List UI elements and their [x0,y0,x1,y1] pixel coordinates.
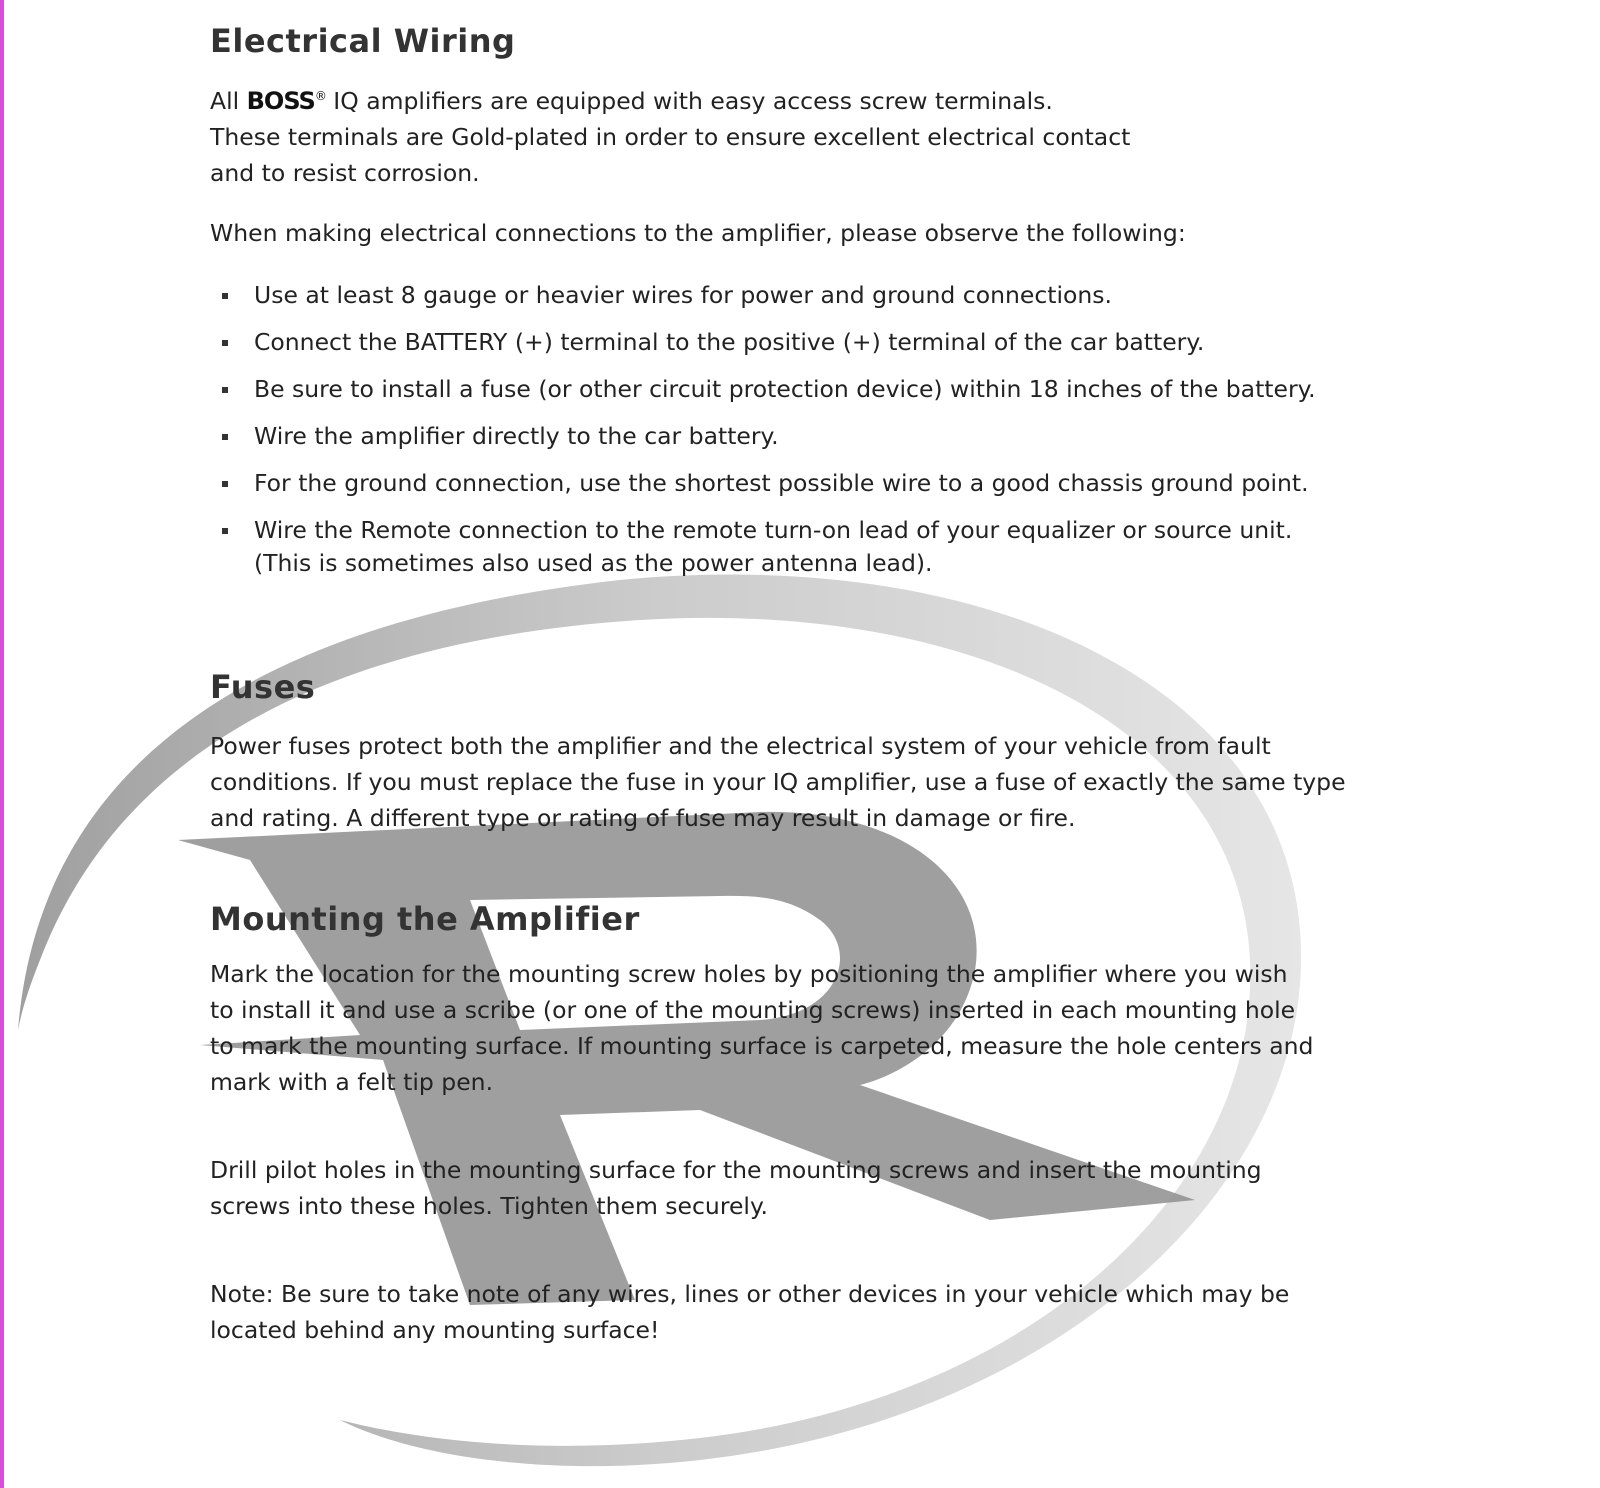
registered-mark: ® [314,89,326,103]
boss-logo [247,87,326,115]
manual-page-content [210,22,1440,1348]
boss-logo-text: BOSS [246,87,315,115]
intro-prefix: All [210,87,240,115]
bullet-icon [222,528,228,534]
list-item [210,467,1440,500]
observe-text: When making electrical connections to the amplifier, please observe the following: [210,219,1186,247]
note-line-2: located behind any mounting surface! [210,1316,660,1344]
list-item [210,326,1440,359]
list-item [210,279,1440,312]
list-item-text: Connect the BATTERY (+) terminal to the positive (+) terminal of the car battery. [254,328,1205,356]
intro-line-1 [210,78,1440,119]
bullet-icon [222,387,228,393]
intro-line-1-rest: IQ amplifiers are equipped with easy access screw terminals. [333,87,1053,115]
note-line-1: Note: Be sure to take note of any wires, lines or other devices in your vehicle which may be [210,1280,1290,1308]
list-item-text-continued: (This is sometimes also used as the power antenna lead). [254,549,933,577]
mounting-heading: Mounting the Amplifier [210,900,640,938]
bullet-icon [222,481,228,487]
intro-line-3: and to resist corrosion. [210,159,480,187]
fuses-paragraph [210,728,1440,836]
mounting-p2-line-2: screws into these holes. Tighten them securely. [210,1192,768,1220]
mounting-p1-line-3: to mark the mounting surface. If mounting surface is carpeted, measure the hole centers and [210,1032,1314,1060]
list-item-text: Wire the amplifier directly to the car battery. [254,422,779,450]
bullet-icon [222,293,228,299]
mounting-section [210,900,1440,1348]
bullet-icon [222,340,228,346]
list-item-text: Be sure to install a fuse (or other circuit protection device) within 18 inches of the battery. [254,375,1316,403]
wiring-bullet-list [210,279,1440,580]
electrical-wiring-heading: Electrical Wiring [210,22,516,60]
mounting-p1-line-2: to install it and use a scribe (or one of the mounting screws) inserted in each mounting hole [210,996,1296,1024]
fuses-heading: Fuses [210,668,316,706]
mounting-p1-line-1: Mark the location for the mounting screw holes by positioning the amplifier where you wish [210,960,1288,988]
fuses-line-1: Power fuses protect both the amplifier and the electrical system of your vehicle from fault [210,732,1271,760]
intro-line-2: These terminals are Gold-plated in order to ensure excellent electrical contact [210,123,1131,151]
mounting-paragraph-2 [210,1152,1440,1224]
fuses-line-3: and rating. A different type or rating of fuse may result in damage or fire. [210,804,1076,832]
electrical-wiring-intro [210,78,1440,191]
mounting-note [210,1276,1440,1348]
list-item-text: Wire the Remote connection to the remote turn-on lead of your equalizer or source unit. [254,516,1293,544]
list-item-text: For the ground connection, use the shortest possible wire to a good chassis ground point. [254,469,1309,497]
mounting-paragraph-1 [210,956,1440,1100]
mounting-p2-line-1: Drill pilot holes in the mounting surface for the mounting screws and insert the mounting [210,1156,1262,1184]
list-item [210,373,1440,406]
list-item [210,420,1440,453]
electrical-wiring-section [210,22,1440,580]
bullet-icon [222,434,228,440]
list-item-text: Use at least 8 gauge or heavier wires for power and ground connections. [254,281,1112,309]
fuses-line-2: conditions. If you must replace the fuse in your IQ amplifier, use a fuse of exactly the same type [210,768,1346,796]
mounting-p1-line-4: mark with a felt tip pen. [210,1068,494,1096]
fuses-section [210,668,1440,836]
list-item [210,514,1440,580]
